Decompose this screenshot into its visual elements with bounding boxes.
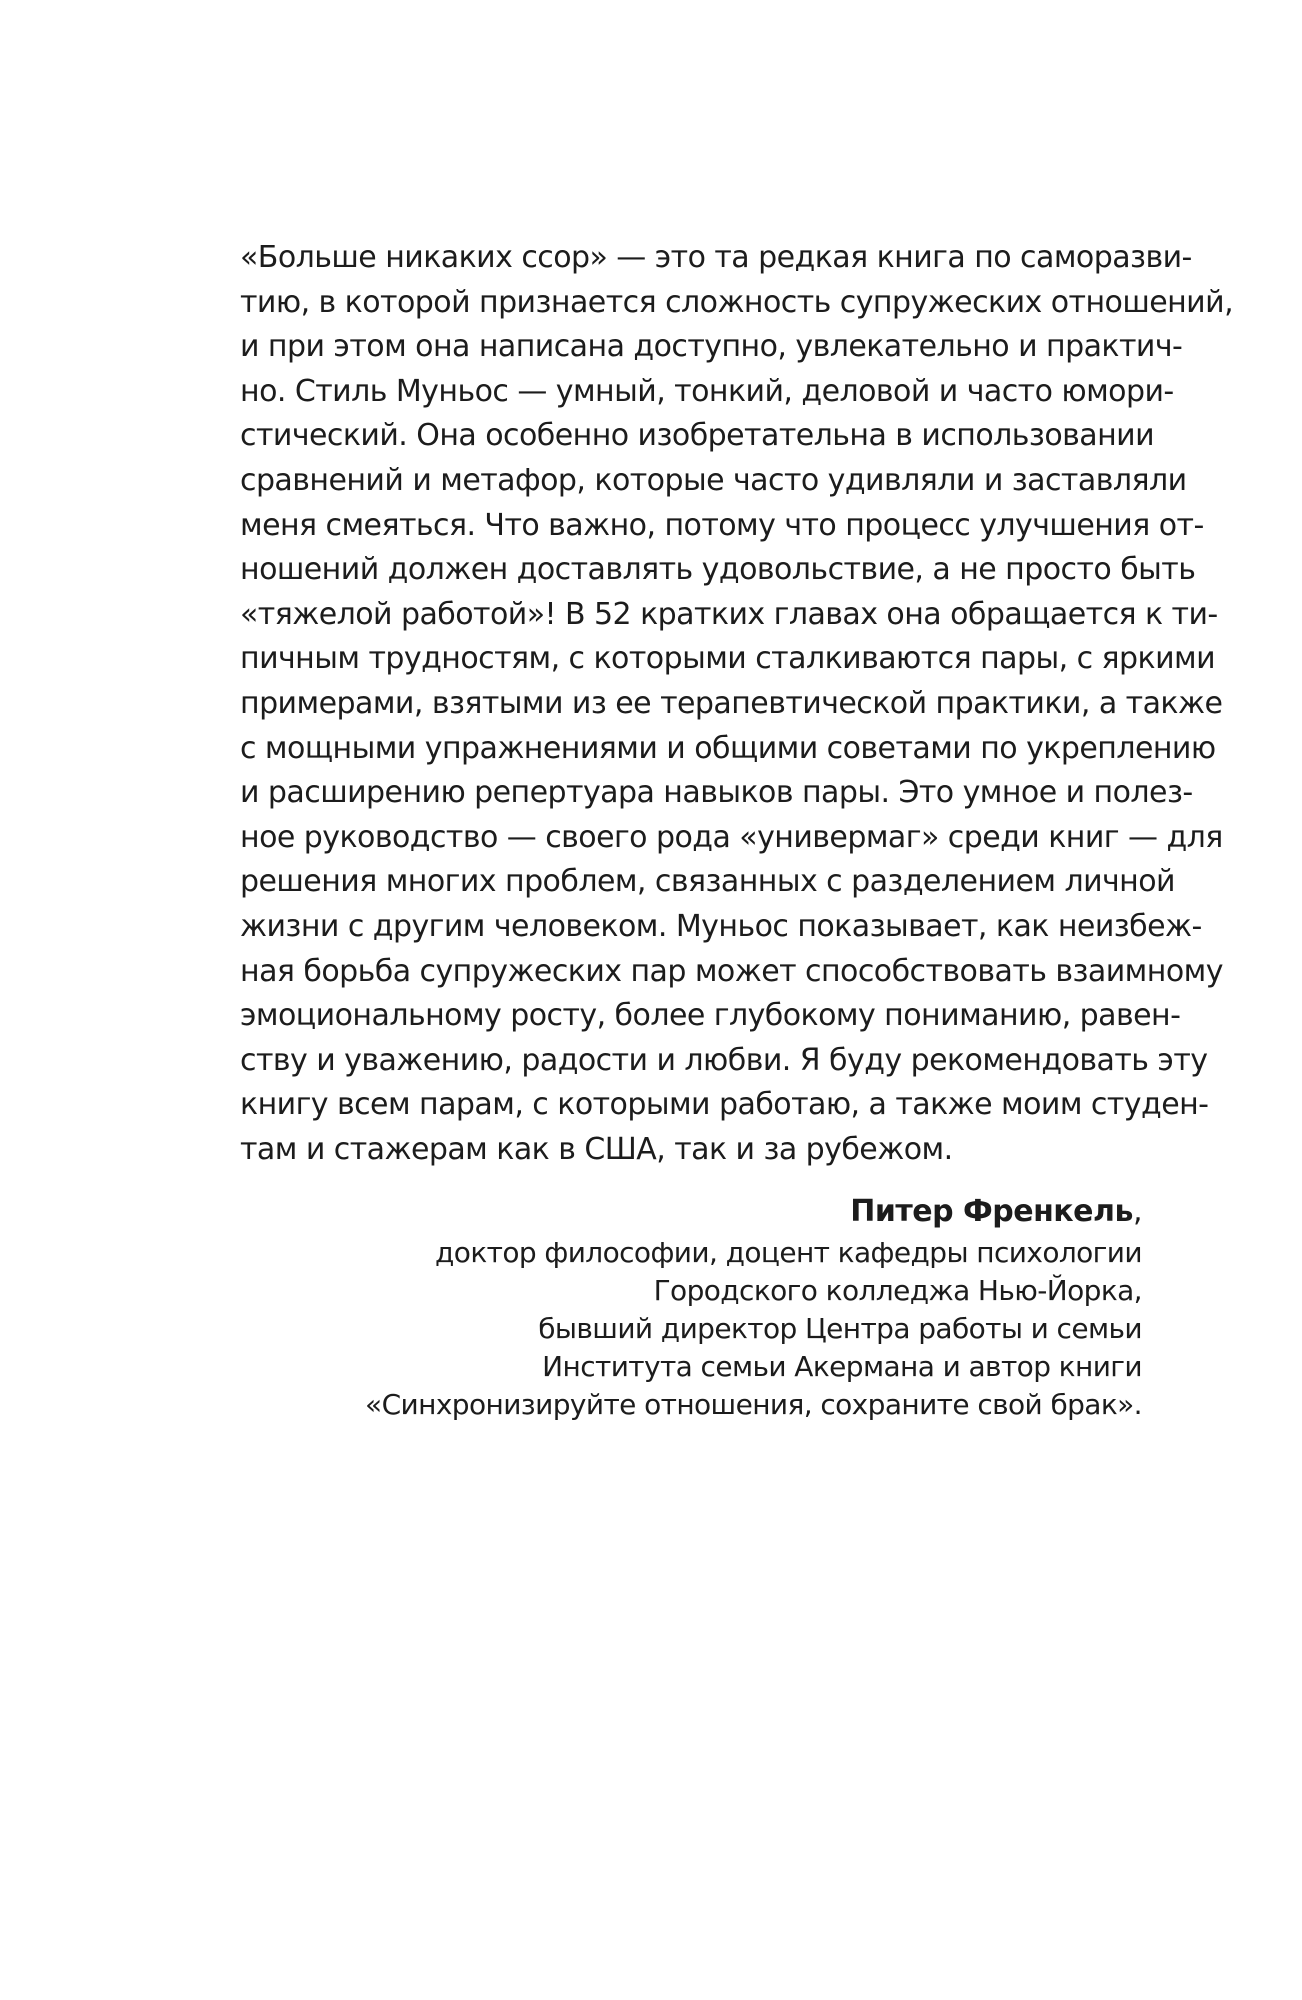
author-credential: Института семьи Акермана и автор книги <box>542 1350 1142 1383</box>
quote-line: и расширению репертуара навыков пары. Это умное и полез- <box>240 775 1193 811</box>
quote-line: с мощными упражнениями и общими советами по укреплению <box>240 730 1216 766</box>
quote-line: сравнений и метафор, которые часто удивляли и заставляли <box>240 462 1187 498</box>
quote-line: эмоциональному росту, более глубокому пониманию, равен- <box>240 998 1181 1034</box>
attribution <box>242 1192 1142 1424</box>
review-quote <box>240 236 1234 1172</box>
quote-line: меня смеяться. Что важно, потому что процесс улучшения от- <box>240 507 1204 543</box>
quote-line: тию, в которой признается сложность супружеских отношений, <box>240 284 1234 320</box>
quote-line: «Больше никаких ссор» — это та редкая книга по саморазви- <box>240 240 1192 275</box>
quote-line: ству и уважению, радости и любви. Я буду рекомендовать эту <box>240 1042 1208 1078</box>
author-credential: доктор философии, доцент кафедры психологии <box>435 1236 1142 1269</box>
quote-line-last: там и стажерам как в США, так и за рубежом. <box>240 1131 953 1167</box>
quote-line: примерами, взятыми из ее терапевтической практики, а также <box>240 685 1223 721</box>
author-credential: бывший директор Центра работы и семьи <box>538 1312 1142 1345</box>
author-credential: Городского колледжа Нью-Йорка, <box>653 1274 1142 1307</box>
quote-line: «тяжелой работой»! В 52 кратких главах она обращается к ти- <box>240 596 1218 632</box>
author-name-line <box>242 1192 1142 1232</box>
quote-line: книгу всем парам, с которыми работаю, а также моим студен- <box>240 1087 1209 1123</box>
quote-line: и при этом она написана доступно, увлекательно и практич- <box>240 329 1183 365</box>
author-credential: «Синхронизируйте отношения, сохраните свой брак». <box>365 1388 1142 1421</box>
quote-line: пичным трудностям, с которыми сталкиваются пары, с яркими <box>240 641 1216 677</box>
quote-line: но. Стиль Муньос — умный, тонкий, деловой и часто юмори- <box>240 373 1174 409</box>
quote-line: жизни с другим человеком. Муньос показывает, как неизбеж- <box>240 908 1202 944</box>
quote-line: ношений должен доставлять удовольствие, а не просто быть <box>240 552 1196 588</box>
quote-line: стический. Она особенно изобретательна в использовании <box>240 418 1155 454</box>
author-name-comma: , <box>1132 1194 1142 1229</box>
author-name: Питер Френкель <box>850 1194 1133 1229</box>
quote-line: решения многих проблем, связанных с разделением личной <box>240 864 1176 900</box>
quote-line: ное руководство — своего рода «универмаг» среди книг — для <box>240 819 1223 855</box>
quote-line: ная борьба супружеских пар может способствовать взаимному <box>240 953 1223 989</box>
